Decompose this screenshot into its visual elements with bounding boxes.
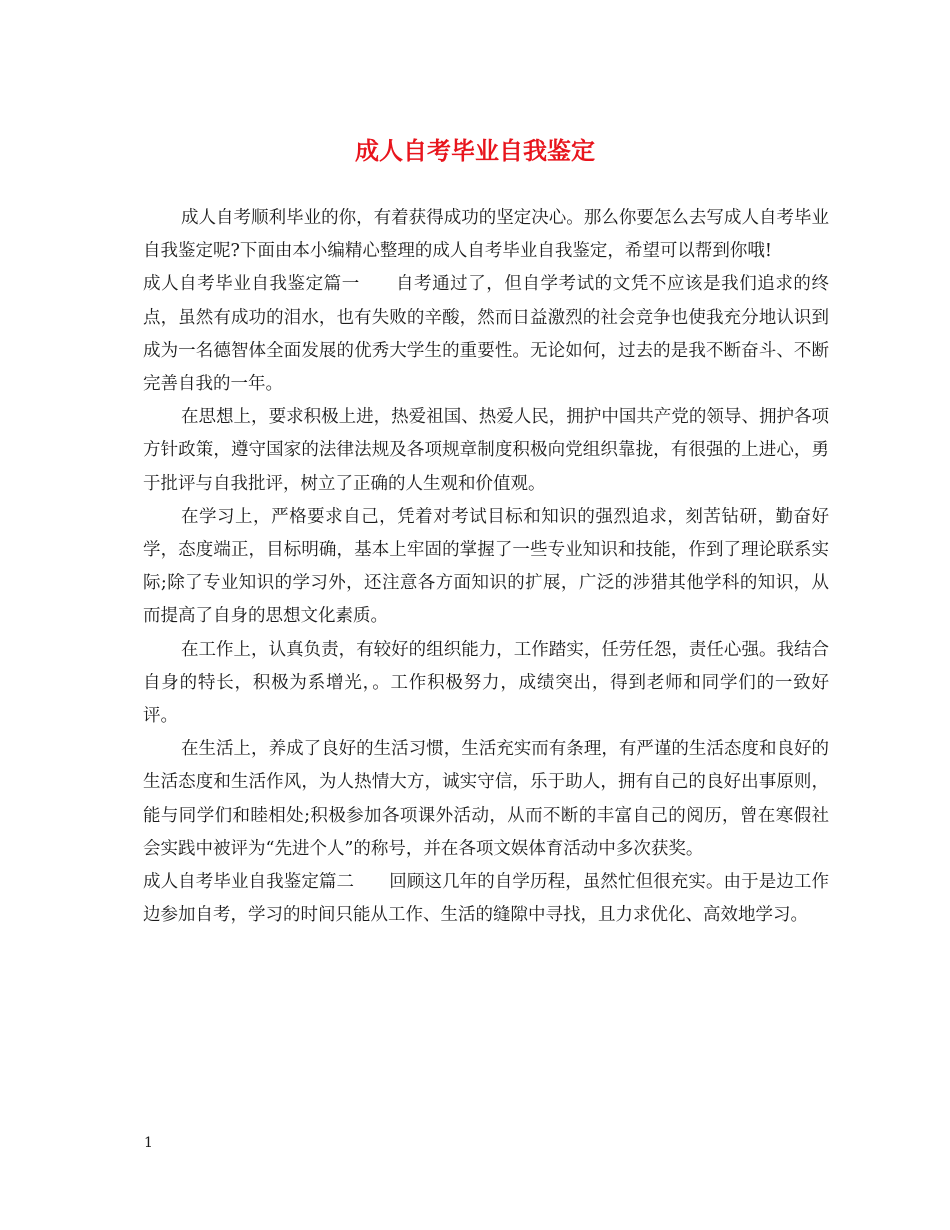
study-paragraph: 在学习上，严格要求自己，凭着对考试目标和知识的强烈追求，刻苦钻研，勤奋好学，态度端正，目标明确，基本上牢固的掌握了一些专业知识和技能，作到了理论联系实际;除了专业知识的学习外，还注意各方面知识的扩展，广泛的涉猎其他学科的知识，从而提高了自身的思想文化素质。: [143, 506, 829, 627]
life-paragraph: 在生活上，养成了良好的生活习惯，生活充实而有条理，有严谨的生活态度和良好的生活态度和生活作风，为人热情大方，诚实守信，乐于助人，拥有自己的良好出事原则，能与同学们和睦相处;积极参加各项课外活动，从而不断的丰富自己的阅历，曾在寒假社会实践中被评为“先进个人”的称号，并在各项文娱体育活动中多次获奖。: [143, 739, 829, 859]
intro-paragraph: 成人自考顺利毕业的你，有着获得成功的坚定决心。那么你要怎么去写成人自考毕业自我鉴定呢?下面由本小编精心整理的成人自考毕业自我鉴定，希望可以帮到你哦!: [143, 208, 829, 262]
work-paragraph: 在工作上，认真负责，有较好的组织能力，工作踏实，任劳任怨，责任心强。我结合自身的特长，积极为系增光，。工作积极努力，成绩突出，得到老师和同学们的一致好评。: [143, 639, 829, 727]
thought-paragraph: 在思想上，要求积极上进，热爱祖国、热爱人民，拥护中国共产党的领导、拥护各项方针政策，遵守国家的法律法规及各项规章制度积极向党组织靠拢，有很强的上进心，勇于批评与自我批评，树立了正确的人生观和价值观。: [143, 407, 829, 494]
document-body: [143, 202, 829, 932]
section-one-paragraph: 成人自考毕业自我鉴定篇一 自考通过了，但自学考试的文凭不应该是我们追求的终点，虽然有成功的泪水，也有失败的辛酸，然而日益激烈的社会竞争也使我充分地认识到成为一名德智体全面发展的优秀大学生的重要性。无论如何，过去的是我不断奋斗、不断完善自我的一年。: [143, 274, 829, 395]
page-number: 1: [144, 1135, 153, 1151]
section-two-paragraph: 成人自考毕业自我鉴定篇二 回顾这几年的自学历程，虽然忙但很充实。由于是边工作边参加自考，学习的时间只能从工作、生活的缝隙中寻找，且力求优化、高效地学习。: [143, 872, 829, 926]
document-title: 成人自考毕业自我鉴定: [355, 136, 595, 165]
